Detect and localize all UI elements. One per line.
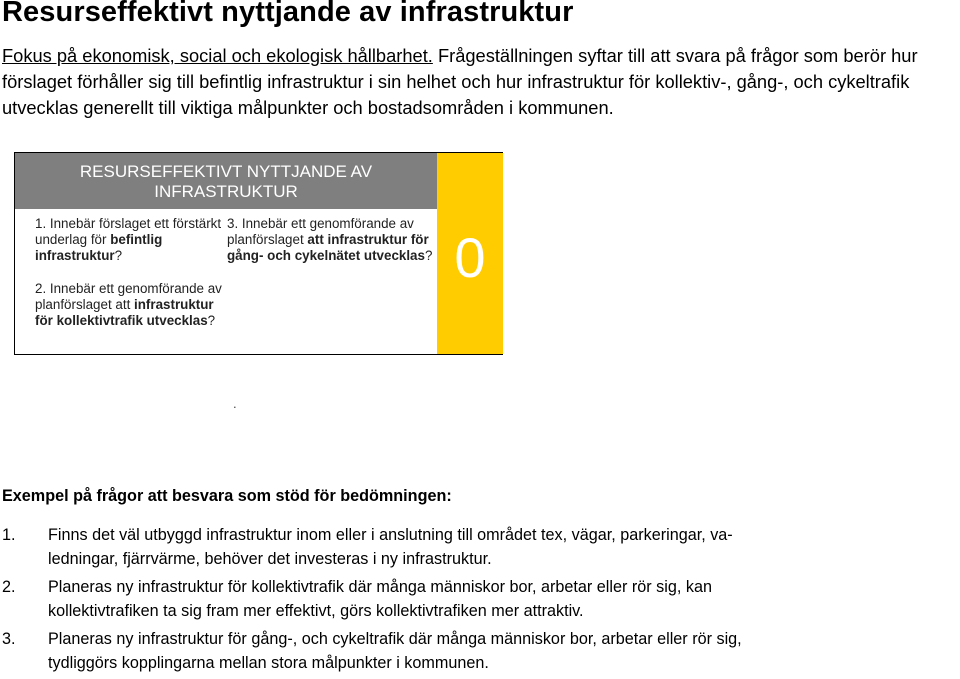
question-2-mark: ?	[207, 313, 216, 329]
list-item-text: Planeras ny infrastruktur för kollektivtrafik där många människor bor, arbetar eller rör sig, kan kollektivtrafiken ta sig fram mer effektivt, görs kollektivtrafiken mer attraktiv.	[48, 578, 712, 620]
question-3-keyword: att infrastruktur för gång- och cykelnätet utvecklas	[227, 232, 429, 264]
list-item	[2, 575, 802, 623]
list-item-number: 1.	[2, 526, 16, 544]
question-1-text: 1. Innebär förslaget ett förstärkt underlag för	[35, 216, 222, 248]
examples-heading: Exempel på frågor att besvara som stöd för bedömningen:	[2, 487, 452, 505]
question-2	[35, 281, 225, 330]
list-item-text: Planeras ny infrastruktur för gång-, och cykeltrafik där många människor bor, arbetar eller rör sig, tydliggörs kopplingarna mellan stora målpunkter i kommunen.	[48, 630, 742, 672]
question-3	[227, 216, 439, 265]
score-badge: 0	[437, 153, 503, 354]
assessment-box	[14, 152, 503, 355]
page-title: Resurseffektivt nyttjande av infrastruktur	[2, 0, 574, 28]
question-3-mark: ?	[424, 248, 433, 264]
list-item-number: 2.	[2, 578, 16, 596]
focus-statement: Fokus på ekonomisk, social och ekologisk hållbarhet.	[2, 45, 433, 66]
question-1-keyword: befintlig infrastruktur	[35, 232, 163, 264]
question-1	[35, 216, 225, 265]
separator-dot: .	[233, 396, 237, 411]
list-item-text: Finns det väl utbyggd infrastruktur inom eller i anslutning till området tex, vägar, parkeringar, va-ledningar, fjärrvärme, behöver det investeras i ny infrastruktur.	[48, 526, 733, 568]
intro-paragraph	[2, 43, 958, 121]
examples-list	[2, 523, 802, 679]
list-item	[2, 627, 802, 675]
list-item-number: 3.	[2, 630, 16, 648]
assessment-header: RESURSEFFEKTIVT NYTTJANDE AV INFRASTRUKTUR	[15, 153, 437, 209]
intro-text: Frågeställningen syftar till att svara på frågor som berör hur förslaget förhåller sig till befintlig infrastruktur i sin helhet och hur infrastruktur för kollektiv-, gång-, och cykeltrafik utvecklas generellt till viktiga målpunkter och bostadsområden i kommunen.	[2, 45, 918, 118]
question-1-mark: ?	[114, 248, 123, 264]
question-2-text: 2. Innebär ett genomförande av planförslaget att	[35, 280, 222, 312]
question-3-text: 3. Innebär ett genomförande av planförslaget	[227, 216, 414, 248]
list-item	[2, 523, 802, 571]
questions-column-1	[35, 216, 225, 329]
question-2-keyword: infrastruktur för kollektivtrafik utvecklas	[35, 296, 214, 329]
questions-column-2	[227, 216, 439, 265]
